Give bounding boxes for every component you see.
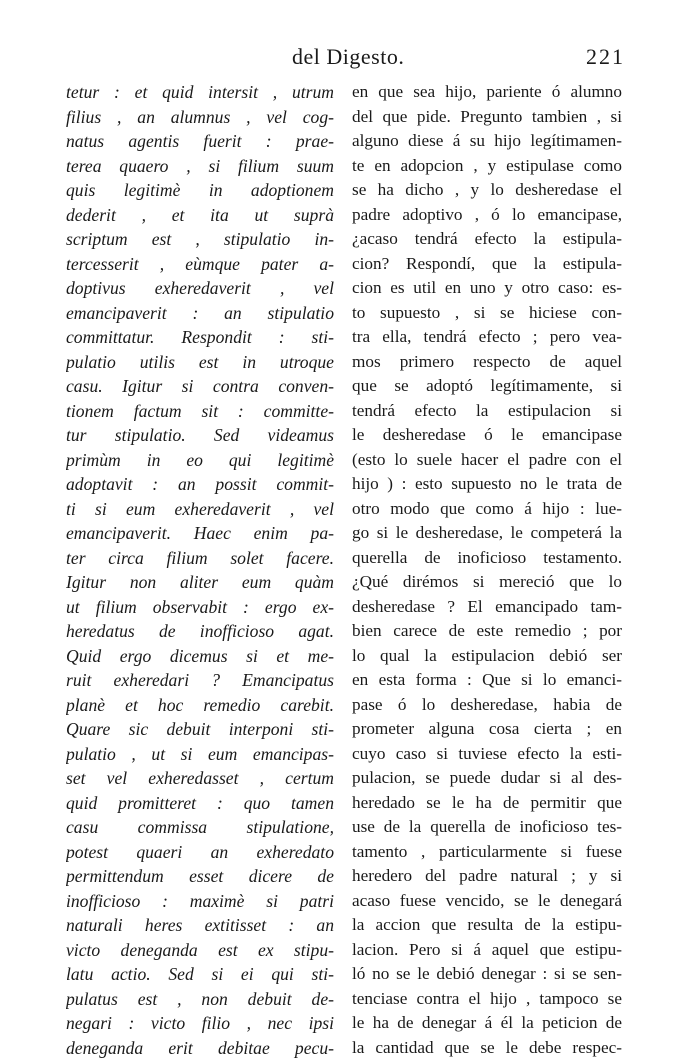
text-line: padre adoptivo , ó lo emancipase,	[352, 203, 622, 228]
text-line: casu. Igitur si contra conven-	[66, 374, 334, 399]
text-line: scriptum est , stipulatio in-	[66, 227, 334, 252]
text-line: acaso fuese vencido, se le denegará	[352, 889, 622, 914]
text-line: emancipaverit. Haec enim pa-	[66, 521, 334, 546]
text-line: tenciase contra el hijo , tampoco se	[352, 987, 622, 1012]
text-line: tionem factum sit : committe-	[66, 399, 334, 424]
text-line: prometer alguna cosa cierta ; en	[352, 717, 622, 742]
text-line: negari : victo filio , nec ipsi	[66, 1011, 334, 1036]
text-line: set vel exheredasset , certum	[66, 766, 334, 791]
text-line: ut filium observabit : ergo ex-	[66, 595, 334, 620]
text-line: ¿Qué dirémos si mereció que lo	[352, 570, 622, 595]
text-line: deneganda erit debitae pecu-	[66, 1036, 334, 1060]
text-line: go si le desheredase, le competerá la	[352, 521, 622, 546]
text-line: adoptavit : an possit commit-	[66, 472, 334, 497]
text-line: ¿acaso tendrá efecto la estipula-	[352, 227, 622, 252]
text-line: Quid ergo dicemus si et me-	[66, 644, 334, 669]
text-line: committatur. Respondit : sti-	[66, 325, 334, 350]
text-line: Igitur non aliter eum quàm	[66, 570, 334, 595]
text-line: dederit , et ita ut suprà	[66, 203, 334, 228]
text-line: le desheredase ó le emancipase	[352, 423, 622, 448]
text-line: ruit exheredari ? Emancipatus	[66, 668, 334, 693]
text-line: pulatio utilis est in utroque	[66, 350, 334, 375]
text-line: planè et hoc remedio carebit.	[66, 693, 334, 718]
text-line: te en adopcion , y estipulase como	[352, 154, 622, 179]
page-number: 221	[586, 44, 625, 70]
text-line: latu actio. Sed si ei qui sti-	[66, 962, 334, 987]
text-line: desheredase ? El emancipado tam-	[352, 595, 622, 620]
text-line: en esta forma : Que si lo emanci-	[352, 668, 622, 693]
page-header	[0, 44, 682, 78]
text-line: cion es util en uno y otro caso: es-	[352, 276, 622, 301]
text-line: tur stipulatio. Sed videamus	[66, 423, 334, 448]
text-line: cion? Respondí, que la estipula-	[352, 252, 622, 277]
text-line: del que pide. Pregunto tambien , si	[352, 105, 622, 130]
text-line: la accion que resulta de la estipu-	[352, 913, 622, 938]
text-line: doptivus exheredaverit , vel	[66, 276, 334, 301]
text-line: heredero del padre natural ; y si	[352, 864, 622, 889]
text-line: inofficioso : maximè si patri	[66, 889, 334, 914]
text-line: primùm in eo qui legitimè	[66, 448, 334, 473]
text-line: heredado se le ha de permitir que	[352, 791, 622, 816]
text-line: ló no se le debió denegar : si se sen-	[352, 962, 622, 987]
text-line: Quare sic debuit interponi sti-	[66, 717, 334, 742]
text-line: filius , an alumnus , vel cog-	[66, 105, 334, 130]
text-line: emancipaverit : an stipulatio	[66, 301, 334, 326]
spanish-text-column	[352, 80, 622, 1060]
text-line: otro modo que como á hijo : lue-	[352, 497, 622, 522]
text-line: terea quaero , si filium suum	[66, 154, 334, 179]
text-line: heredatus de inofficioso agat.	[66, 619, 334, 644]
text-line: quis legitimè in adoptionem	[66, 178, 334, 203]
text-line: bien carece de este remedio ; por	[352, 619, 622, 644]
text-line: se ha dicho , y lo desheredase el	[352, 178, 622, 203]
text-line: pulatio , ut si eum emancipas-	[66, 742, 334, 767]
text-line: victo deneganda est ex stipu-	[66, 938, 334, 963]
running-head: del Digesto.	[292, 44, 404, 70]
text-line: (esto lo suele hacer el padre con el	[352, 448, 622, 473]
text-line: la cantidad que se le debe respec-	[352, 1036, 622, 1060]
text-line: mos primero respecto de aquel	[352, 350, 622, 375]
text-line: tetur : et quid intersit , utrum	[66, 80, 334, 105]
text-line: naturali heres extitisset : an	[66, 913, 334, 938]
text-line: hijo ) : esto supuesto no le trata de	[352, 472, 622, 497]
text-line: ter circa filium solet facere.	[66, 546, 334, 571]
text-line: tra ella, tendrá efecto ; pero vea-	[352, 325, 622, 350]
text-line: querella de inoficioso testamento.	[352, 546, 622, 571]
text-line: tendrá efecto la estipulacion si	[352, 399, 622, 424]
text-line: quid promitteret : quo tamen	[66, 791, 334, 816]
text-line: casu commissa stipulatione,	[66, 815, 334, 840]
text-line: lo qual la estipulacion debió ser	[352, 644, 622, 669]
text-line: le ha de denegar á él la peticion de	[352, 1011, 622, 1036]
text-line: cuyo caso si tuviese efecto la esti-	[352, 742, 622, 767]
latin-text-column	[66, 80, 334, 1060]
text-line: to supuesto , si se hiciese con-	[352, 301, 622, 326]
text-line: potest quaeri an exheredato	[66, 840, 334, 865]
text-line: pulacion, se puede dudar si al des-	[352, 766, 622, 791]
text-line: tamento , particularmente si fuese	[352, 840, 622, 865]
text-line: use de la querella de inoficioso tes-	[352, 815, 622, 840]
text-line: permittendum esset dicere de	[66, 864, 334, 889]
text-line: que se adoptó legítimamente, si	[352, 374, 622, 399]
text-line: ti si eum exheredaverit , vel	[66, 497, 334, 522]
text-line: lacion. Pero si á aquel que estipu-	[352, 938, 622, 963]
text-line: pulatus est , non debuit de-	[66, 987, 334, 1012]
text-line: natus agentis fuerit : prae-	[66, 129, 334, 154]
text-line: tercesserit , eùmque pater a-	[66, 252, 334, 277]
text-line: en que sea hijo, pariente ó alumno	[352, 80, 622, 105]
text-line: pase ó lo desheredase, habia de	[352, 693, 622, 718]
text-line: alguno diese á su hijo legítimamen-	[352, 129, 622, 154]
